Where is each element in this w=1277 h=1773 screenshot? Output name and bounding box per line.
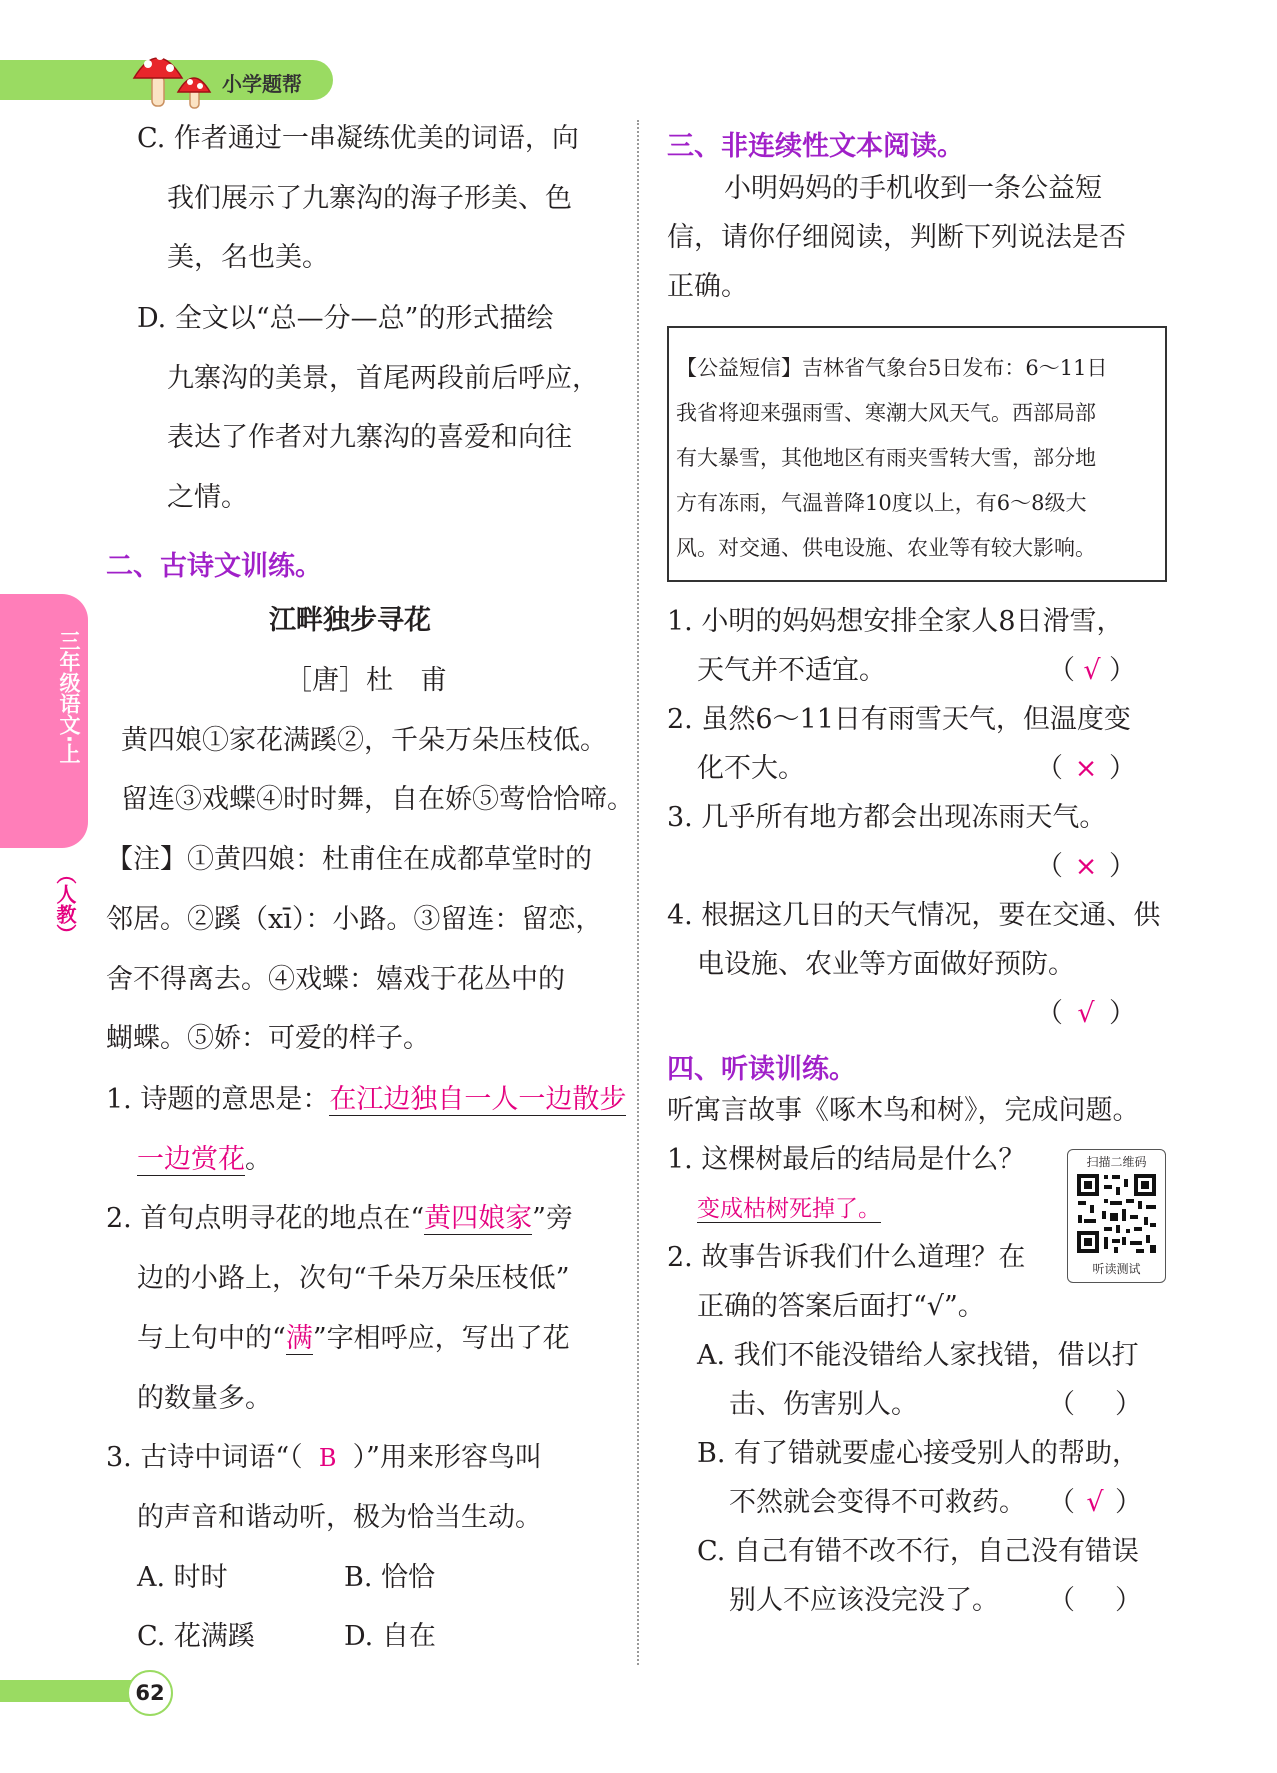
q2-text-d: ”字相呼应，写出了花 xyxy=(312,1323,570,1354)
paren-close: ） xyxy=(1109,655,1136,686)
q3-text-a: 3. 古诗中词语“（ xyxy=(106,1442,303,1473)
optD-line3: 表达了作者对九寨沟的喜爱和向往 xyxy=(167,422,572,453)
q1-line2 xyxy=(137,1143,272,1177)
optC-line3: 美，名也美。 xyxy=(167,242,329,273)
qr-code-icon xyxy=(1074,1171,1159,1256)
optC-line2: 我们展示了九寨沟的海子形美、色 xyxy=(167,183,572,214)
j3-line1: 3. 几乎所有地方都会出现冻雨天气。 xyxy=(667,802,1107,833)
j3-mark: × xyxy=(1074,851,1098,882)
grade-label: 三年级语文·上 xyxy=(57,630,81,764)
intro-line2: 信，请你仔细阅读，判断下列说法是否 xyxy=(667,222,1126,253)
j2-line2: 化不大。 xyxy=(697,753,805,784)
sms-line3: 有大暴雪，其他地区有雨夹雪转大雪，部分地 xyxy=(676,446,1096,470)
page-number: 62 xyxy=(127,1670,173,1716)
j1-mark: √ xyxy=(1083,655,1101,686)
poem-title: 江畔独步寻花 xyxy=(269,605,431,636)
section4-title: 四、听读训练。 xyxy=(667,1054,856,1085)
q1-answer-part1: 在江边独自一人一边散步 xyxy=(329,1084,627,1115)
paren-open: （ xyxy=(1036,851,1063,882)
qr-code-panel[interactable] xyxy=(1067,1149,1166,1283)
opt-b-line2: 不然就会变得不可救药。 xyxy=(729,1487,1026,1518)
paren-close: ） xyxy=(1109,753,1136,784)
opt-c-line2: 别人不应该没完没了。 xyxy=(729,1585,999,1616)
mushroom-logo-icon xyxy=(130,42,220,114)
lq1-answer-text: 变成枯树死掉了。 xyxy=(697,1196,881,1222)
brand-label: 小学题帮 xyxy=(222,72,302,96)
section2-title: 二、古诗文训练。 xyxy=(106,551,322,582)
opt-b-line1: B. 有了错就要虚心接受别人的帮助， xyxy=(697,1438,1140,1469)
j1-line2: 天气并不适宜。 xyxy=(697,655,886,686)
optC-line1: C. 作者通过一串凝练优美的词语，向 xyxy=(137,123,579,154)
intro-line3: 正确。 xyxy=(667,271,748,302)
opt-b-mark: √ xyxy=(1086,1487,1104,1518)
q3-line2: 的声音和谐动听，极为恰当生动。 xyxy=(137,1502,542,1533)
q1-suffix: 。 xyxy=(245,1144,272,1175)
lq1-text: 1. 这棵树最后的结局是什么？ xyxy=(667,1144,1026,1175)
paren-open: （ xyxy=(1048,1487,1075,1518)
sms-line5: 风。对交通、供电设施、农业等有较大影响。 xyxy=(676,536,1096,560)
qr-label-bottom: 听读测试 xyxy=(1092,1262,1141,1276)
notes-line2: 邻居。②蹊（xī）：小路。③留连：留恋， xyxy=(106,904,603,935)
intro-line1: 小明妈妈的手机收到一条公益短 xyxy=(724,173,1102,204)
paren-open: （ xyxy=(1048,655,1075,686)
optD-line1: D. 全文以“总—分—总”的形式描绘 xyxy=(137,303,554,334)
qr-label-top: 扫描二维码 xyxy=(1086,1155,1147,1169)
q3-option-c: C. 花满蹊 xyxy=(137,1621,255,1652)
opt-a-answer-box xyxy=(1048,1388,1142,1422)
q2-text-c: 与上句中的“ xyxy=(137,1323,286,1354)
q1-prefix: 1. 诗题的意思是： xyxy=(106,1084,330,1115)
q2-line3 xyxy=(137,1322,570,1356)
opt-c-line1: C. 自己有错不改不行，自己没有错误 xyxy=(697,1536,1139,1567)
sms-line1: 【公益短信】吉林省气象台5日发布：6～11日 xyxy=(676,356,1108,380)
q1-answer-part2: 一边赏花 xyxy=(137,1144,245,1175)
notes-line4: 蝴蝶。⑤娇：可爱的样子。 xyxy=(106,1023,430,1054)
opt-a-line1: A. 我们不能没错给人家找错，借以打 xyxy=(697,1340,1139,1371)
q2-answer1: 黄四娘家 xyxy=(424,1203,533,1234)
j2-answer-box xyxy=(1036,752,1136,786)
q3-option-d: D. 自在 xyxy=(344,1621,436,1652)
q3-line1 xyxy=(106,1441,542,1475)
j2-line1: 2. 虽然6～11日有雨雪天气，但温度变 xyxy=(667,704,1131,735)
notes-line1: 【注】①黄四娘：杜甫住在成都草堂时的 xyxy=(106,844,592,875)
lq1-answer xyxy=(697,1192,881,1226)
paren-close: ） xyxy=(1109,998,1136,1029)
q2-answer2: 满 xyxy=(285,1323,313,1354)
sms-line4: 方有冻雨，气温普降10度以上，有6～8级大 xyxy=(676,491,1087,515)
opt-b-answer-box xyxy=(1048,1486,1142,1520)
j4-line2: 电设施、农业等方面做好预防。 xyxy=(697,949,1075,980)
q2-line4: 的数量多。 xyxy=(137,1383,272,1414)
edition-label: （人教） xyxy=(53,864,77,944)
q3-option-a: A. 时时 xyxy=(137,1562,228,1593)
optD-line2: 九寨沟的美景，首尾两段前后呼应， xyxy=(167,363,599,394)
q2-text-a: 2. 首句点明寻花的地点在“ xyxy=(106,1203,425,1234)
paren-open: （ xyxy=(1048,1389,1075,1420)
j3-answer-box xyxy=(1036,850,1136,884)
opt-a-line2: 击、伤害别人。 xyxy=(729,1389,918,1420)
lq2-line1: 2. 故事告诉我们什么道理？在 xyxy=(667,1242,1026,1273)
paren-open: （ xyxy=(1048,1585,1075,1616)
column-divider xyxy=(637,120,639,1665)
q2-text-b: ”旁 xyxy=(532,1203,573,1234)
section3-title: 三、非连续性文本阅读。 xyxy=(667,131,964,162)
lq2-line2: 正确的答案后面打“√”。 xyxy=(697,1291,985,1322)
optD-line4: 之情。 xyxy=(167,482,248,513)
q1-line1 xyxy=(106,1083,626,1117)
q3-text-b: ）”用来形容鸟叫 xyxy=(352,1442,542,1473)
q3-option-b: B. 恰恰 xyxy=(344,1562,436,1593)
opt-c-answer-box xyxy=(1048,1584,1142,1618)
q3-answer: B xyxy=(318,1444,337,1472)
poem-line1: 黄四娘①家花满蹊②，千朵万朵压枝低。 xyxy=(121,725,607,756)
notes-line3: 舍不得离去。④戏蝶：嬉戏于花丛中的 xyxy=(106,964,565,995)
paren-open: （ xyxy=(1036,753,1063,784)
poem-line2: 留连③戏蝶④时时舞，自在娇⑤莺恰恰啼。 xyxy=(121,784,634,815)
paren-close: ） xyxy=(1115,1585,1142,1616)
sms-box xyxy=(667,326,1167,582)
paren-close: ） xyxy=(1109,851,1136,882)
j4-answer-box xyxy=(1036,997,1136,1031)
j2-mark: × xyxy=(1074,753,1098,784)
paren-close: ） xyxy=(1115,1487,1142,1518)
sms-line2: 我省将迎来强雨雪、寒潮大风天气。西部局部 xyxy=(676,401,1096,425)
q2-line1 xyxy=(106,1202,573,1236)
q2-line2: 边的小路上，次句“千朵万朵压枝低” xyxy=(137,1263,570,1294)
paren-open: （ xyxy=(1036,998,1063,1029)
j1-answer-box xyxy=(1048,654,1136,688)
j4-mark: √ xyxy=(1077,998,1095,1029)
j1-line1: 1. 小明的妈妈想安排全家人8日滑雪， xyxy=(667,606,1124,637)
listen-intro: 听寓言故事《啄木鸟和树》，完成问题。 xyxy=(667,1095,1140,1126)
poem-author: ［唐］杜 甫 xyxy=(285,665,447,696)
paren-close: ） xyxy=(1115,1389,1142,1420)
j4-line1: 4. 根据这几日的天气情况，要在交通、供 xyxy=(667,900,1161,931)
